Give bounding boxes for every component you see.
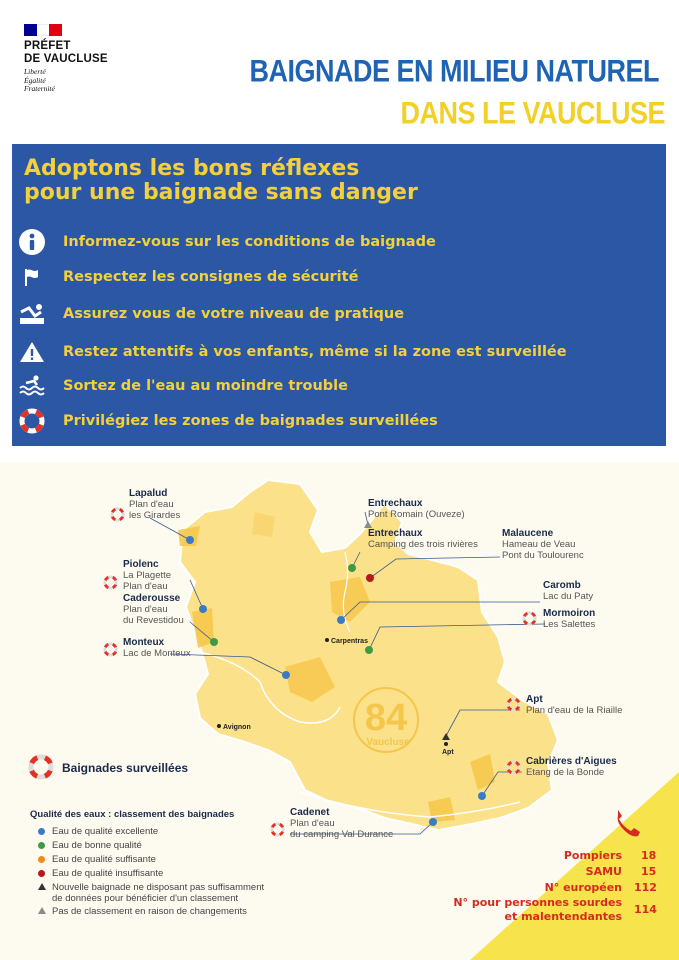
site-detail: Plan d'eau xyxy=(290,818,335,829)
lifebuoy-icon xyxy=(506,760,521,775)
site-name: Caderousse xyxy=(123,593,181,604)
site-name: Piolenc xyxy=(123,559,159,570)
flag-icon xyxy=(17,262,47,292)
site-detail: Pont Romain (Ouveze) xyxy=(368,509,465,520)
site-dot-caderousse[interactable] xyxy=(210,638,218,646)
site-detail: Hameau de Veau xyxy=(502,539,576,550)
site-dot-piolenc[interactable] xyxy=(199,605,207,613)
site-dot-cadenet[interactable] xyxy=(429,818,437,826)
emergency-label-pompiers: Pompiers xyxy=(563,849,622,862)
legend-text: Eau de qualité insuffisante xyxy=(52,868,164,879)
legend-text: Eau de bonne qualité xyxy=(52,840,142,851)
site-label-mormoiron[interactable] xyxy=(543,608,595,630)
panel-heading xyxy=(24,157,418,205)
site-detail: du Revestidou xyxy=(123,615,184,626)
legend-quality-title: Qualité des eaux : classement des baignades xyxy=(30,809,235,820)
legend-item-sufficient xyxy=(38,854,156,865)
site-label-lapalud[interactable] xyxy=(129,488,180,521)
quality-dot xyxy=(38,842,45,849)
site-name: Cabrières d'Aigues xyxy=(526,756,617,767)
site-dot-monteux[interactable] xyxy=(282,671,290,679)
warning-icon xyxy=(17,337,47,367)
rule-item xyxy=(12,334,567,370)
emergency-number-european[interactable]: 112 xyxy=(634,881,657,894)
site-detail: Plan d'eau xyxy=(129,499,174,510)
rule-text: Restez attentifs à vos enfants, même si la zone est surveillée xyxy=(63,344,567,360)
lifebuoy-icon xyxy=(28,754,54,780)
marianne-flag xyxy=(24,24,62,36)
legend-item-insufficient xyxy=(38,868,164,879)
emergency-number-pompiers[interactable]: 18 xyxy=(641,849,657,862)
site-detail: Pont du Toulourenc xyxy=(502,550,584,561)
triangle-icon xyxy=(38,907,46,914)
site-dot-caromb[interactable] xyxy=(337,616,345,624)
lifebuoy-icon xyxy=(103,642,118,657)
lifebuoy-icon xyxy=(110,507,125,522)
motto xyxy=(24,68,154,94)
rule-text: Respectez les consignes de sécurité xyxy=(63,269,359,285)
site-label-apt[interactable] xyxy=(526,694,622,716)
site-detail: Plan d'eau de la Riaille xyxy=(526,705,623,716)
site-dot-mormoiron[interactable] xyxy=(365,646,373,654)
town-apt: Apt xyxy=(442,749,454,756)
site-detail: Etang de la Bonde xyxy=(526,767,605,778)
page-title-line-2: DANS LE VAUCLUSE xyxy=(400,96,665,131)
rule-text: Privilégiez les zones de baignades surveillées xyxy=(63,413,438,429)
site-name: Lapalud xyxy=(129,488,168,499)
panel-heading-line-1: Adoptons les bons réflexes xyxy=(24,156,360,181)
site-name: Caromb xyxy=(543,580,581,591)
legend-item-excellent xyxy=(38,826,159,837)
rule-item xyxy=(12,368,348,404)
site-label-entrechaux-camping[interactable] xyxy=(368,528,478,550)
rule-text: Sortez de l'eau au moindre trouble xyxy=(63,378,348,394)
legend-item-new xyxy=(38,882,265,904)
site-dot-lapalud[interactable] xyxy=(186,536,194,544)
site-detail: Lac de Monteux xyxy=(123,648,191,659)
safety-rules-panel xyxy=(12,144,666,446)
quality-dot xyxy=(38,856,45,863)
lifebuoy-icon xyxy=(17,406,47,436)
site-dot-malaucene[interactable] xyxy=(366,574,374,582)
site-label-cabrieres[interactable] xyxy=(526,756,617,778)
lifebuoy-icon xyxy=(522,611,537,626)
department-name: Vaucluse xyxy=(366,737,410,748)
legend-supervised-label: Baignades surveillées xyxy=(62,761,189,775)
waves-icon xyxy=(17,371,47,401)
town-dot-avignon xyxy=(217,724,221,728)
lifebuoy-icon xyxy=(506,697,521,712)
emergency-number-deaf[interactable]: 114 xyxy=(634,903,657,916)
prefet-logo xyxy=(24,24,154,94)
motto-egalite: Égalité xyxy=(24,75,46,85)
legend-text: Eau de qualité suffisante xyxy=(52,854,156,865)
site-detail: Camping des trois rivières xyxy=(368,539,478,550)
site-dot-cabrieres[interactable] xyxy=(478,792,486,800)
swimmer-icon xyxy=(17,299,47,329)
department-number: 84 xyxy=(364,697,408,739)
motto-liberte: Liberté xyxy=(24,67,46,76)
site-detail: Les Salettes xyxy=(543,619,596,630)
motto-fraternite: Fraternité xyxy=(24,84,55,93)
site-name: Mormoiron xyxy=(543,608,596,619)
site-name: Malaucene xyxy=(502,528,554,539)
rule-text: Assurez vous de votre niveau de pratique xyxy=(63,306,405,322)
lifebuoy-icon xyxy=(103,575,118,590)
triangle-icon xyxy=(38,883,46,890)
legend-item-good xyxy=(38,840,142,851)
legend-text: de données pour bénéficier d'un classement xyxy=(52,893,239,904)
site-name: Entrechaux xyxy=(368,528,423,539)
legend-text: Eau de qualité excellente xyxy=(52,826,159,837)
map-section xyxy=(0,462,679,960)
panel-heading-line-2: pour une baignade sans danger xyxy=(24,180,418,205)
rule-item xyxy=(12,259,359,295)
town-dot-apt xyxy=(444,742,448,746)
site-label-entrechaux-pont[interactable] xyxy=(368,498,465,520)
town-dot-carpentras xyxy=(325,638,329,642)
site-name: Cadenet xyxy=(290,807,330,818)
site-detail: Plan d'eau xyxy=(123,604,168,615)
site-label-piolenc[interactable] xyxy=(123,559,171,592)
town-carpentras: Carpentras xyxy=(331,638,368,645)
logo-line-2: DE VAUCLUSE xyxy=(24,53,108,65)
site-label-cadenet[interactable] xyxy=(290,807,393,840)
legend-text: Nouvelle baignade ne disposant pas suffisamment xyxy=(52,882,265,893)
logo-line-1: PRÉFET xyxy=(24,40,71,52)
site-name: Apt xyxy=(526,694,543,705)
quality-dot xyxy=(38,870,45,877)
info-icon xyxy=(17,227,47,257)
site-dot-entrechaux[interactable] xyxy=(348,564,356,572)
quality-dot xyxy=(38,828,45,835)
site-label-monteux[interactable] xyxy=(123,637,191,659)
rule-item xyxy=(12,224,436,260)
emergency-label-european: N° européen xyxy=(544,881,622,894)
site-label-caromb[interactable] xyxy=(543,580,593,602)
emergency-number-samu[interactable]: 15 xyxy=(641,865,657,878)
page-title-line-1: BAIGNADE EN MILIEU NATUREL xyxy=(249,54,659,89)
emergency-label-deaf-2: et malentendantes xyxy=(504,910,622,923)
site-detail: Lac du Paty xyxy=(543,591,594,602)
site-label-caderousse[interactable] xyxy=(123,593,184,626)
legend-item-unclassified xyxy=(38,906,247,917)
site-name: Entrechaux xyxy=(368,498,423,509)
town-avignon: Avignon xyxy=(223,724,251,731)
site-detail: du camping Val Durance xyxy=(290,829,394,840)
lifebuoy-icon xyxy=(270,822,285,837)
legend-text: Pas de classement en raison de changements xyxy=(52,906,247,917)
rule-item xyxy=(12,403,438,439)
site-detail: Plan d'eau xyxy=(123,581,168,592)
site-name: Monteux xyxy=(123,637,165,648)
site-label-malaucene[interactable] xyxy=(502,528,584,561)
emergency-label-samu: SAMU xyxy=(585,865,622,878)
emergency-label-deaf-1: N° pour personnes sourdes xyxy=(453,896,622,909)
site-detail: les Girardes xyxy=(129,510,181,521)
rule-text: Informez-vous sur les conditions de baignade xyxy=(63,234,436,250)
rule-item xyxy=(12,296,405,332)
site-detail: La Plagette xyxy=(123,570,172,581)
